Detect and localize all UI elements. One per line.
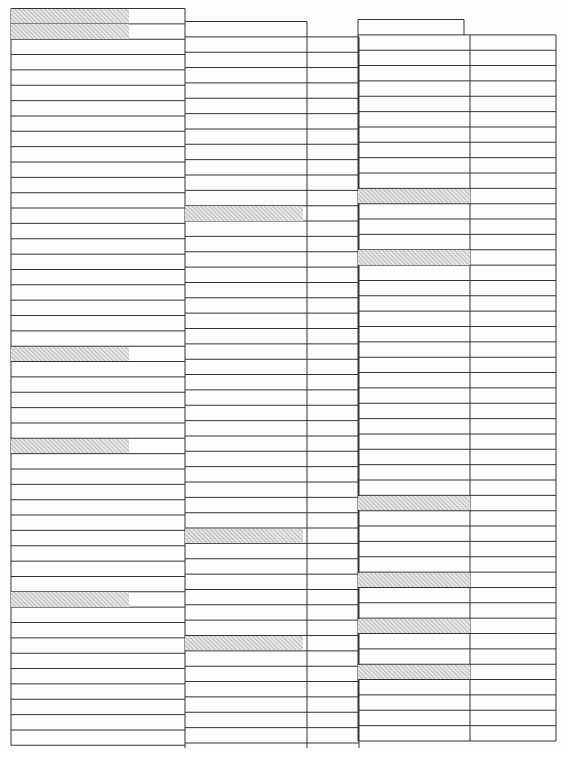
c3-row-item xyxy=(358,81,470,95)
c3-row-item xyxy=(358,189,470,203)
c3-row-item xyxy=(358,66,470,80)
c3-unit-label xyxy=(470,511,556,525)
c1-row-item xyxy=(11,730,184,744)
c3-row-item xyxy=(358,174,470,188)
c1-row-item xyxy=(11,347,129,361)
c3-row-item xyxy=(358,235,470,249)
c3-row-item xyxy=(358,20,470,34)
c2-unit-label xyxy=(307,298,359,312)
c1-row-item xyxy=(11,209,184,223)
c1-row-item xyxy=(11,55,184,69)
c3-row-item xyxy=(358,358,470,372)
c1-row-item xyxy=(11,101,184,115)
c3-row-item xyxy=(358,51,470,65)
c1-row-item xyxy=(11,24,129,38)
c2-unit-label xyxy=(307,329,359,343)
c3-unit-label xyxy=(470,588,556,602)
c2-unit-label xyxy=(307,252,359,266)
c3-row-item xyxy=(358,434,470,448)
c3-row-item xyxy=(358,112,470,126)
c2-unit-label xyxy=(307,483,359,497)
c3-row-item xyxy=(358,481,470,495)
c1-row-item xyxy=(11,423,184,437)
c2-row-item xyxy=(185,298,307,312)
c1-row-item xyxy=(11,301,184,315)
c2-row-item xyxy=(185,636,303,650)
c2-row-item xyxy=(185,329,307,343)
c3-row-item xyxy=(358,404,470,418)
c2-row-item xyxy=(185,498,307,512)
c3-row-item xyxy=(358,281,470,295)
c3-row-item xyxy=(358,511,470,525)
c3-row-item xyxy=(358,665,470,679)
c3-row-item xyxy=(358,527,470,541)
c3-row-item xyxy=(358,588,470,602)
c2-row-item xyxy=(185,682,307,696)
c1-row-item xyxy=(11,147,184,161)
c3-row-item xyxy=(358,450,470,464)
c1-row-item xyxy=(11,485,184,499)
c1-row-item xyxy=(11,700,184,714)
c1-row-item xyxy=(11,439,129,453)
c2-unit-label xyxy=(307,390,359,404)
c2-unit-label xyxy=(307,467,359,481)
c2-row-item xyxy=(185,605,307,619)
c1-row-item xyxy=(11,562,184,576)
c1-row-item xyxy=(11,270,184,284)
c1-row-item xyxy=(11,715,184,729)
c2-row-item xyxy=(185,344,307,358)
c3-unit-label xyxy=(470,695,556,709)
c2-unit-label xyxy=(307,498,359,512)
c1-row-item xyxy=(11,132,184,146)
c2-row-item xyxy=(185,697,307,711)
c2-row-item xyxy=(185,145,307,159)
c2-unit-label xyxy=(307,314,359,328)
c1-unit-label xyxy=(111,408,184,422)
c1-row-item xyxy=(11,500,184,514)
c2-row-item xyxy=(185,743,307,757)
c2-row-item xyxy=(185,590,307,604)
c1-row-item xyxy=(11,516,184,530)
c3-row-item xyxy=(358,496,470,510)
c3-row-item xyxy=(358,649,470,663)
c2-unit-label xyxy=(307,590,359,604)
c3-unit-label xyxy=(470,649,556,663)
c1-row-item xyxy=(11,638,184,652)
c3-row-item xyxy=(358,634,470,648)
c2-row-item xyxy=(185,621,307,635)
c2-unit-label xyxy=(307,237,359,251)
c1-row-item xyxy=(11,546,184,560)
c3-row-item xyxy=(358,388,470,402)
c2-row-item xyxy=(185,268,307,282)
c2-row-item xyxy=(185,37,307,51)
c3-row-item xyxy=(358,143,470,157)
c2-row-item xyxy=(185,53,307,67)
c2-row-item xyxy=(185,176,307,190)
c2-unit-label xyxy=(307,421,359,435)
c3-row-item xyxy=(358,711,470,725)
c2-row-item xyxy=(185,529,303,543)
c2-row-item xyxy=(185,206,303,220)
c3-row-item xyxy=(358,373,470,387)
c3-row-item xyxy=(358,726,470,740)
c2-row-item xyxy=(185,191,307,205)
c3-row-item xyxy=(358,327,470,341)
c2-row-item xyxy=(185,467,307,481)
c2-row-item xyxy=(185,728,307,742)
c2-row-item xyxy=(185,667,307,681)
c1-row-item xyxy=(11,285,184,299)
c1-unit-label xyxy=(111,70,184,84)
c1-row-item xyxy=(11,163,184,177)
c2-unit-label xyxy=(307,406,359,420)
c1-row-item xyxy=(11,608,184,622)
c3-row-item xyxy=(358,419,470,433)
c2-row-item xyxy=(185,114,307,128)
c2-unit-label xyxy=(307,452,359,466)
c2-unit-label xyxy=(307,344,359,358)
c2-unit-label xyxy=(307,222,359,236)
c2-row-item xyxy=(185,575,307,589)
c3-row-item xyxy=(358,603,470,617)
c2-row-item xyxy=(185,222,307,236)
c1-row-item xyxy=(11,316,184,330)
c2-row-item xyxy=(185,314,307,328)
c3-row-item xyxy=(358,573,470,587)
c3-row-item xyxy=(358,204,470,218)
c3-row-item xyxy=(358,127,470,141)
c2-row-item xyxy=(185,360,307,374)
c1-row-item xyxy=(11,654,184,668)
c3-row-item xyxy=(358,542,470,556)
c3-row-item xyxy=(358,680,470,694)
c2-row-item xyxy=(185,160,307,174)
c2-unit-label xyxy=(307,575,359,589)
c2-unit-label xyxy=(307,559,359,573)
c3-row-item xyxy=(358,220,470,234)
c3-row-item xyxy=(358,465,470,479)
c2-row-item xyxy=(185,544,307,558)
c3-unit-label xyxy=(470,557,556,571)
c2-row-item xyxy=(185,651,307,665)
c2-row-item xyxy=(185,83,307,97)
c2-row-item xyxy=(185,421,307,435)
c2-unit-label xyxy=(307,360,359,374)
c2-row-item xyxy=(185,99,307,113)
c1-row-item xyxy=(11,393,184,407)
c2-row-item xyxy=(185,283,307,297)
c1-row-item xyxy=(11,577,184,591)
c2-unit-label xyxy=(307,283,359,297)
c2-row-item xyxy=(185,390,307,404)
c3-row-item xyxy=(358,250,470,264)
c2-row-item xyxy=(185,237,307,251)
c1-row-item xyxy=(11,669,184,683)
c3-unit-label xyxy=(470,711,556,725)
c1-row-item xyxy=(11,684,184,698)
c1-row-item xyxy=(11,116,184,130)
c3-unit-label xyxy=(470,527,556,541)
c1-row-item xyxy=(11,362,184,376)
c3-row-item xyxy=(358,266,470,280)
c1-row-item xyxy=(11,454,184,468)
c2-row-item xyxy=(185,22,307,36)
c2-row-item xyxy=(185,129,307,143)
c1-row-item xyxy=(11,178,184,192)
c2-row-item xyxy=(185,483,307,497)
c3-row-item xyxy=(358,312,470,326)
c3-unit-label xyxy=(470,542,556,556)
c3-row-item xyxy=(358,557,470,571)
c2-row-item xyxy=(185,68,307,82)
c2-unit-label xyxy=(307,621,359,635)
c3-unit-label xyxy=(470,634,556,648)
c3-row-item xyxy=(358,97,470,111)
c2-unit-label xyxy=(307,513,359,527)
c2-unit-label xyxy=(307,544,359,558)
c2-row-item xyxy=(185,436,307,450)
c2-unit-label xyxy=(307,605,359,619)
c3-row-item xyxy=(358,695,470,709)
c1-row-item xyxy=(11,592,129,606)
c2-unit-label xyxy=(307,436,359,450)
c3-unit-label xyxy=(470,726,556,740)
c3-row-item xyxy=(358,158,470,172)
c1-row-item xyxy=(11,255,184,269)
c1-row-item xyxy=(11,331,184,345)
c3-unit-label xyxy=(470,603,556,617)
c2-row-item xyxy=(185,452,307,466)
c1-row-item xyxy=(11,470,184,484)
c3-row-item xyxy=(358,342,470,356)
c2-unit-label xyxy=(307,375,359,389)
c3-row-item xyxy=(358,619,470,633)
c1-row-item xyxy=(11,531,184,545)
c1-row-item xyxy=(11,239,184,253)
c3-row-item xyxy=(358,296,470,310)
c1-row-item xyxy=(11,377,184,391)
c2-row-item xyxy=(185,513,307,527)
c2-row-item xyxy=(185,559,307,573)
c2-unit-label xyxy=(307,268,359,282)
c2-row-item xyxy=(185,375,307,389)
c3-unit-label xyxy=(470,496,556,510)
c1-row-item xyxy=(11,224,184,238)
c1-row-item xyxy=(11,623,184,637)
c1-row-item xyxy=(11,86,184,100)
c2-row-item xyxy=(185,406,307,420)
c1-row-item xyxy=(11,193,184,207)
c2-row-item xyxy=(185,713,307,727)
c3-unit-label xyxy=(470,680,556,694)
c1-unit-label xyxy=(111,40,184,54)
c1-row-item xyxy=(11,9,129,23)
c3-row-item xyxy=(358,35,470,49)
c2-row-item xyxy=(185,252,307,266)
